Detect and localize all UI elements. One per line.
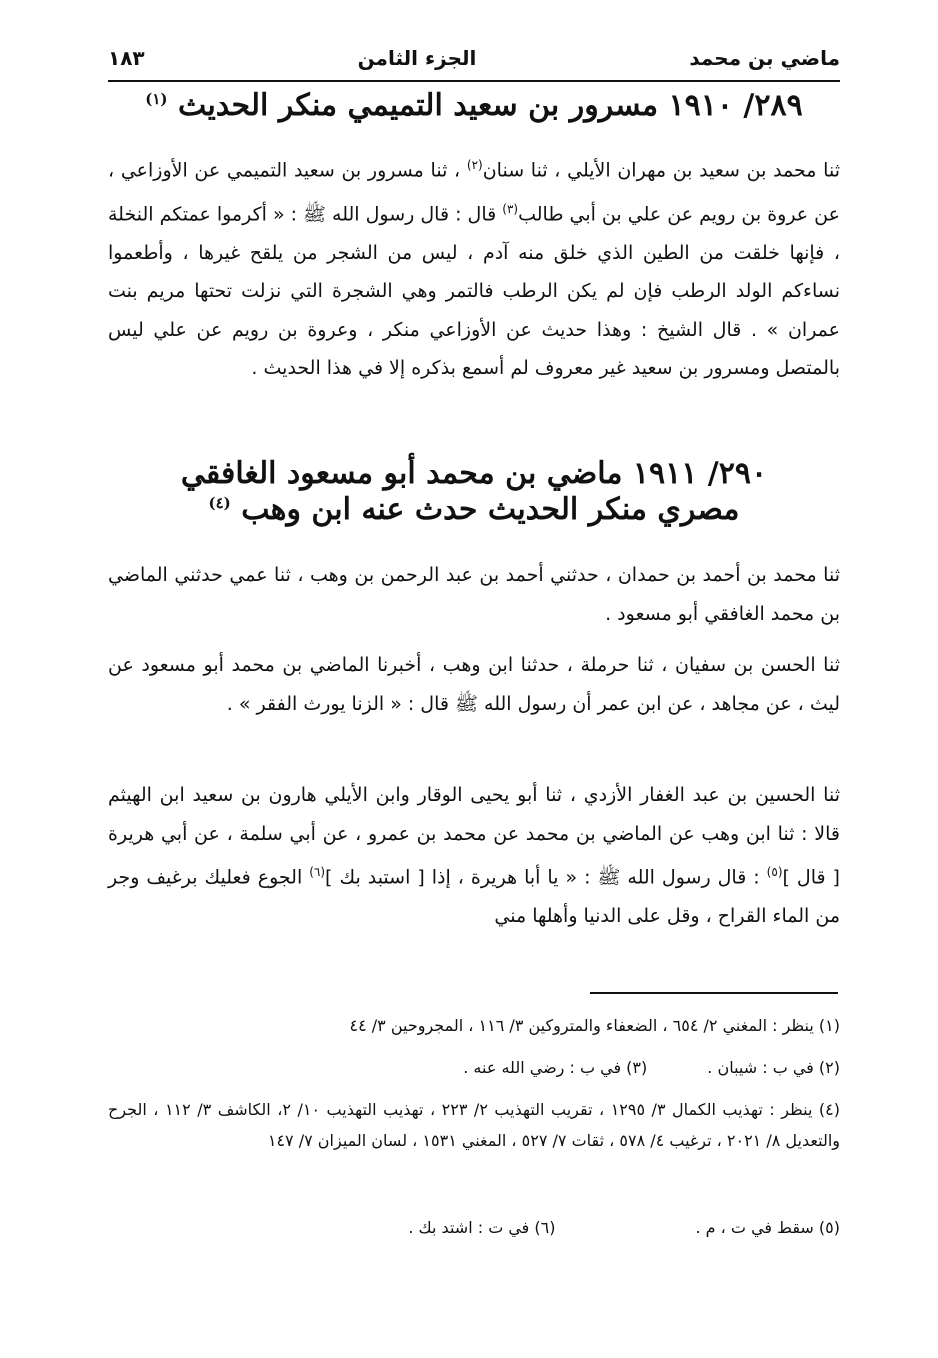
page-number: ١٨٣ xyxy=(108,46,145,70)
footnote-ref-2: (٢) xyxy=(466,158,483,172)
entry-heading-text: ٢٨٩/ ١٩١٠ مسرور بن سعيد التميمي منكر الحديث xyxy=(177,88,803,123)
body-text: ثنا محمد بن أحمد بن حمدان ، حدثني أحمد بن عبد الرحمن بن وهب ، ثنا عمي حدثني الماضي بن محمد الغافقي أبو مسعود . xyxy=(108,564,840,625)
footnote-ref-4: (٤) xyxy=(208,494,231,512)
footnote-row xyxy=(108,1052,840,1083)
footnote-1: (١) ينظر : المغني ٢/ ٦٥٤ ، الضعفاء والمتروكين ٣/ ١١٦ ، المجروحين ٣/ ٤٤ xyxy=(349,1016,840,1035)
paragraph xyxy=(108,776,840,935)
footnote-6: (٦) في ت : اشتد بك . xyxy=(408,1218,556,1237)
entry-heading-line-1: ٢٩٠/ ١٩١١ ماضي بن محمد أبو مسعود الغافقي xyxy=(180,456,768,491)
header-rule xyxy=(108,80,840,82)
body-text: ، ثنا مسرور بن سعيد التميمي عن الأوزاعي ، عن عروة بن رويم عن علي بن أبي طالب xyxy=(108,159,840,226)
footnote-rule xyxy=(590,992,838,994)
body-text: : قال رسول الله ﷺ : « يا أبا هريرة ، إذا [ استبد بك ] xyxy=(325,866,760,889)
body-text: قال : قال رسول الله ﷺ : « أكرموا عمتكم النخلة ، فإنها خلقت من الطين الذي خلق منه آدم ، ليس من الشجر من يلقح غيرها ، وأطعموا نساءكم الولد الرطب فإن لم يكن الرطب فالتمر وهي الشجرة التي نزلت تحتها مريم بنت عمران » . قال الشيخ : وهذا حديث عن الأوزاعي منكر ، وعروة بن رويم عن علي ليس بالمتصل ومسرور بن سعيد غير معروف لم أسمع بذكره إلا في هذا الحديث . xyxy=(108,203,840,380)
body-text: الجوع فعليك برغيف وجر من الماء القراح ، وقل على الدنيا وأهلها مني xyxy=(108,866,840,927)
footnote-4: (٤) ينظر : تهذيب الكمال ٣/ ١٢٩٥ ، تقريب التهذيب ٢/ ٢٢٣ ، تهذيب التهذيب ١٠/ ٢، الكاشف ٣/ ١١٢ ، الجرح والتعديل ٨/ ٢٠٢١ ، ترغيب ٤/ ٥٧٨ ، ثقات ٧/ ٥٢٧ ، المغني ١٥٣١ ، لسان الميزان ٧/ ١٤٧ xyxy=(108,1100,841,1150)
section-title: ماضي بن محمد xyxy=(689,46,840,70)
paragraph xyxy=(108,646,840,723)
volume-title: الجزء الثامن xyxy=(357,46,477,70)
footnote-ref-5: (٥) xyxy=(766,865,783,879)
paragraph xyxy=(108,556,840,633)
running-header xyxy=(108,40,840,76)
footnote-row xyxy=(108,1212,840,1243)
footnote-ref-1: (١) xyxy=(145,90,168,108)
footnote-5: (٥) سقط في ت ، م . xyxy=(695,1218,840,1237)
body-text: ثنا الحسن بن سفيان ، ثنا حرملة ، حدثنا ابن وهب ، أخبرنا الماضي بن محمد أبو مسعود عن ليث ، عن مجاهد ، عن ابن عمر أن رسول الله ﷺ قال : « الزنا يورث الفقر » . xyxy=(108,654,840,715)
entry-heading-line-2: مصري منكر الحديث حدث عنه ابن وهب xyxy=(241,492,740,527)
body-text: ثنا الحسين بن عبد الغفار الأزدي ، ثنا أبو يحيى الوقار وابن الأيلي هارون بن سعيد ابن الهيثم قالا : ثنا ابن وهب عن الماضي بن محمد عن محمد بن عمرو ، عن أبي سلمة ، عن أبي هريرة [ قال ] xyxy=(108,784,840,889)
footnote-2: (٢) في ب : شيبان . xyxy=(707,1058,840,1077)
footnote-3: (٣) في ب : رضي الله عنه . xyxy=(463,1058,648,1077)
entry-body-1910 xyxy=(108,146,840,388)
body-text: ثنا محمد بن سعيد بن مهران الأيلي ، ثنا سنان xyxy=(482,159,840,182)
footnote-ref-6: (٦) xyxy=(309,865,326,879)
entry-heading-1911 xyxy=(108,456,840,528)
entry-heading-1910 xyxy=(108,88,840,124)
footnote-ref-3: (٣) xyxy=(502,201,519,216)
